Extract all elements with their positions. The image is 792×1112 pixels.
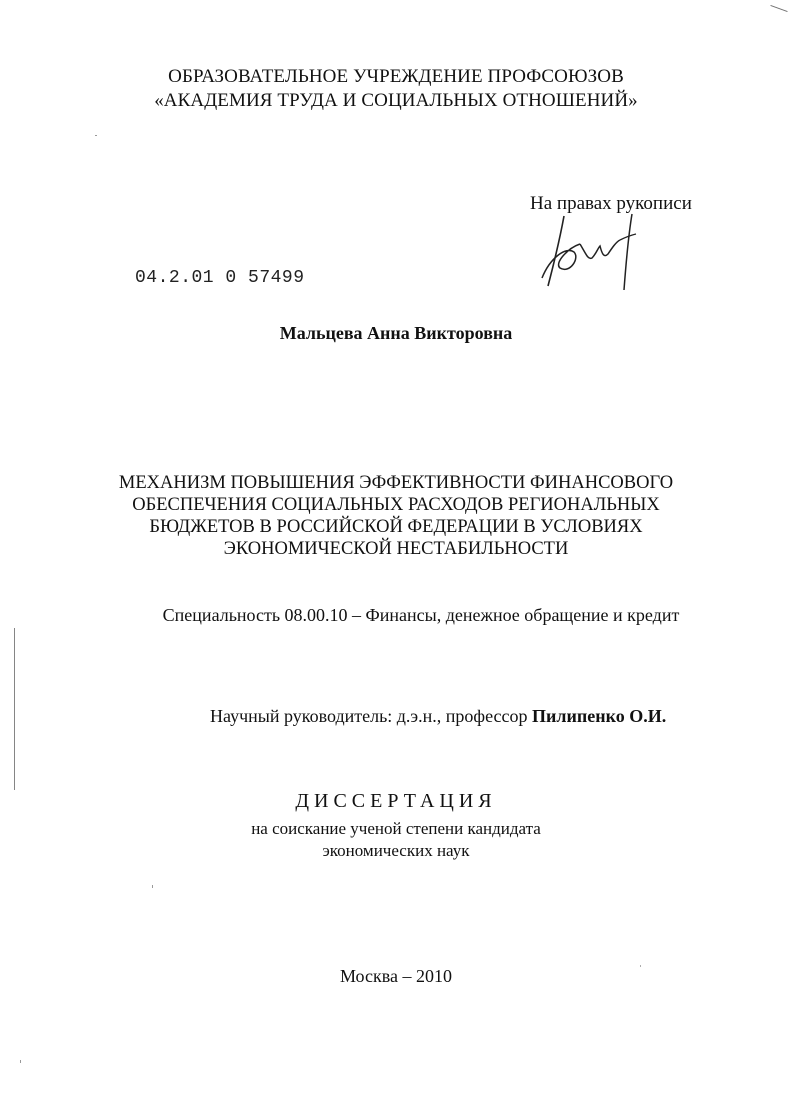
rights-note: На правах рукописи bbox=[530, 193, 692, 214]
dissertation-label: ДИССЕРТАЦИЯ bbox=[295, 790, 497, 812]
title-line-2: ОБЕСПЕЧЕНИЯ СОЦИАЛЬНЫХ РАСХОДОВ РЕГИОНАЛЬНЫХ bbox=[132, 495, 660, 515]
title-line-4: ЭКОНОМИЧЕСКОЙ НЕСТАБИЛЬНОСТИ bbox=[223, 539, 569, 559]
supervisor-prefix: Научный руководитель: д.э.н., профессор bbox=[210, 706, 528, 726]
scan-artifact-dot bbox=[95, 135, 97, 136]
supervisor-line bbox=[210, 706, 666, 727]
institution-header bbox=[0, 65, 792, 113]
handwritten-signature-icon bbox=[536, 208, 646, 296]
dissertation-title bbox=[0, 472, 792, 560]
registry-code: 04.2.01 0 57499 bbox=[135, 268, 305, 288]
degree-line-2: экономических наук bbox=[322, 841, 470, 860]
scan-artifact-left-edge bbox=[14, 628, 15, 790]
specialty-line: Специальность 08.00.10 – Финансы, денежное обращение и кредит bbox=[162, 605, 680, 625]
scan-artifact-dot bbox=[640, 965, 641, 967]
institution-line-1: ОБРАЗОВАТЕЛЬНОЕ УЧРЕЖДЕНИЕ ПРОФСОЮЗОВ bbox=[168, 66, 624, 87]
author-name: Мальцева Анна Викторовна bbox=[279, 323, 513, 343]
supervisor-name: Пилипенко О.И. bbox=[532, 706, 667, 726]
title-line-1: МЕХАНИЗМ ПОВЫШЕНИЯ ЭФФЕКТИВНОСТИ ФИНАНСОВОГО bbox=[118, 473, 674, 493]
degree-line-1: на соискание ученой степени кандидата bbox=[251, 819, 541, 838]
institution-line-2: «АКАДЕМИЯ ТРУДА И СОЦИАЛЬНЫХ ОТНОШЕНИЙ» bbox=[154, 90, 638, 111]
scan-artifact-corner bbox=[770, 5, 787, 12]
scan-artifact-dot bbox=[152, 885, 153, 888]
title-line-3: БЮДЖЕТОВ В РОССИЙСКОЙ ФЕДЕРАЦИИ В УСЛОВИЯХ bbox=[149, 517, 643, 537]
scan-artifact-dot bbox=[20, 1060, 21, 1063]
city-year: Москва – 2010 bbox=[340, 966, 452, 986]
